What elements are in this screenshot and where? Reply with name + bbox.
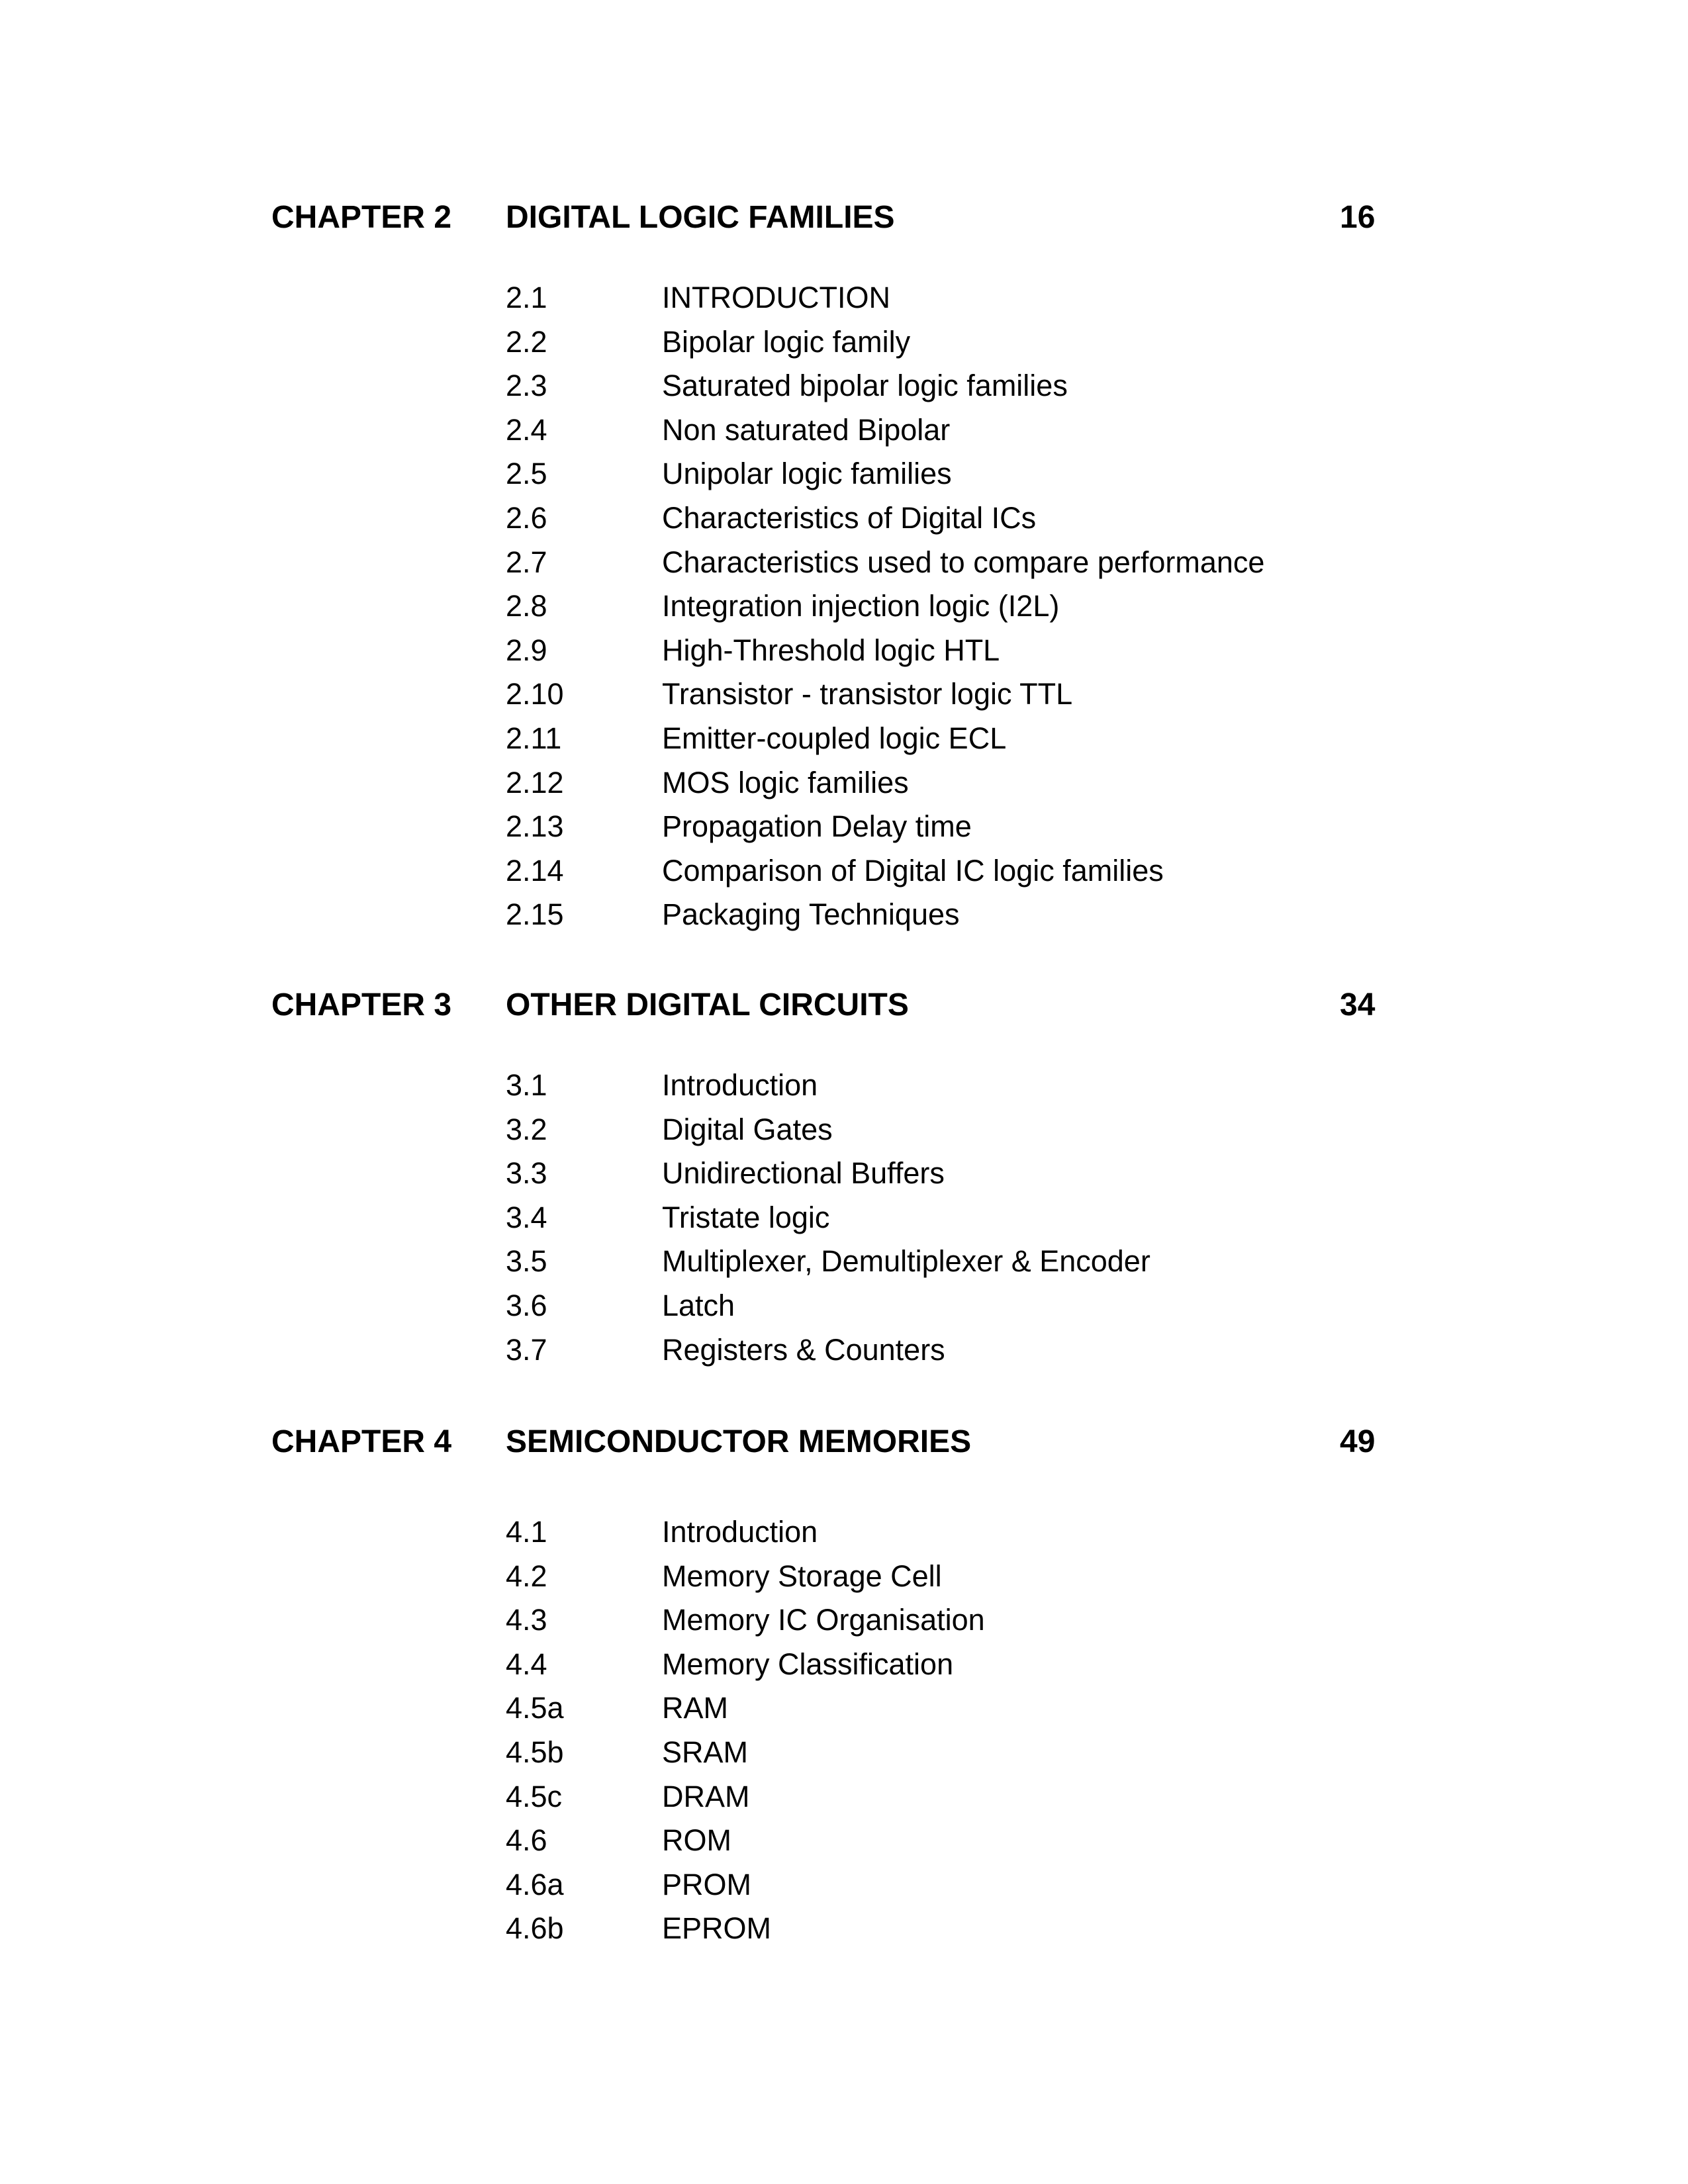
section-entry[interactable]: [0, 1240, 1688, 1284]
section-number: 2.9: [506, 633, 547, 667]
section-number: 4.3: [506, 1603, 547, 1637]
section-number: 3.6: [506, 1288, 547, 1322]
section-title: Characteristics of Digital ICs: [662, 500, 1037, 535]
section-entry[interactable]: [0, 1775, 1688, 1819]
section-number: 2.8: [506, 589, 547, 623]
section-entry[interactable]: [0, 452, 1688, 496]
section-entry[interactable]: [0, 1819, 1688, 1863]
section-number: 4.1: [506, 1515, 547, 1549]
section-entry[interactable]: [0, 893, 1688, 937]
section-entry[interactable]: [0, 1555, 1688, 1599]
section-title: INTRODUCTION: [662, 281, 890, 314]
section-entry[interactable]: [0, 1643, 1688, 1687]
section-title: Multiplexer, Demultiplexer & Encoder: [662, 1244, 1150, 1279]
chapter-4-section-list: [0, 1510, 1688, 1951]
section-title: Transistor - transistor logic TTL: [662, 677, 1073, 711]
section-title: Digital Gates: [662, 1112, 833, 1146]
section-entry[interactable]: [0, 1863, 1688, 1907]
section-entry[interactable]: [0, 1598, 1688, 1643]
section-entry[interactable]: [0, 1510, 1688, 1555]
section-entry[interactable]: [0, 1686, 1688, 1731]
section-number: 3.7: [506, 1332, 547, 1367]
section-title: Comparison of Digital IC logic families: [662, 853, 1164, 887]
chapter-heading[interactable]: [0, 1420, 1688, 1464]
section-title: SRAM: [662, 1735, 749, 1769]
section-title: Non saturated Bipolar: [662, 412, 951, 447]
section-entry[interactable]: [0, 1907, 1688, 1951]
section-title: ROM: [662, 1823, 731, 1858]
section-title: DRAM: [662, 1779, 750, 1813]
chapter-3-block: [0, 983, 1688, 1027]
section-number: 2.5: [506, 457, 547, 491]
section-number: 4.5c: [506, 1779, 563, 1813]
section-title: Bipolar logic family: [662, 324, 911, 359]
section-number: 2.1: [506, 281, 547, 314]
chapter-label: CHAPTER 3: [271, 987, 452, 1023]
chapter-2-block: [0, 196, 1688, 240]
section-title: Emitter-coupled logic ECL: [662, 721, 1007, 755]
chapter-title: SEMICONDUCTOR MEMORIES: [506, 1424, 972, 1459]
section-entry[interactable]: [0, 629, 1688, 673]
section-entry[interactable]: [0, 1196, 1688, 1240]
section-entry[interactable]: [0, 1064, 1688, 1108]
chapter-title: OTHER DIGITAL CIRCUITS: [506, 987, 909, 1023]
chapter-2-section-list: [0, 276, 1688, 937]
section-title: Latch: [662, 1288, 735, 1322]
section-title: High-Threshold logic HTL: [662, 633, 1000, 667]
section-number: 2.6: [506, 500, 547, 535]
section-number: 3.3: [506, 1156, 547, 1191]
section-title: Introduction: [662, 1515, 818, 1549]
chapter-label: CHAPTER 2: [271, 200, 452, 235]
section-title: Integration injection logic (I2L): [662, 589, 1060, 623]
section-title: Propagation Delay time: [662, 809, 972, 844]
section-number: 4.4: [506, 1647, 547, 1681]
section-title: Saturated bipolar logic families: [662, 369, 1068, 403]
section-title: RAM: [662, 1691, 728, 1725]
section-number: 2.13: [506, 809, 564, 844]
section-entry[interactable]: [0, 1328, 1688, 1373]
section-number: 4.6: [506, 1823, 547, 1858]
section-title: Unipolar logic families: [662, 457, 952, 491]
chapter-heading[interactable]: [0, 196, 1688, 240]
section-title: Memory Storage Cell: [662, 1559, 942, 1593]
section-number: 4.5a: [506, 1691, 564, 1725]
section-title: MOS logic families: [662, 765, 909, 799]
section-number: 3.2: [506, 1112, 547, 1146]
section-entry[interactable]: [0, 672, 1688, 717]
section-title: Characteristics used to compare performance: [662, 545, 1265, 579]
section-entry[interactable]: [0, 805, 1688, 849]
section-number: 2.12: [506, 765, 564, 799]
section-number: 4.2: [506, 1559, 547, 1593]
section-entry[interactable]: [0, 541, 1688, 585]
section-entry[interactable]: [0, 761, 1688, 805]
section-number: 4.6b: [506, 1911, 564, 1946]
section-title: PROM: [662, 1867, 751, 1901]
chapter-page-number: 34: [1340, 987, 1376, 1023]
section-entry[interactable]: [0, 364, 1688, 408]
section-number: 2.14: [506, 853, 564, 887]
section-number: 2.10: [506, 677, 564, 711]
section-number: 2.11: [506, 721, 562, 755]
chapter-page-number: 16: [1340, 200, 1376, 235]
section-entry[interactable]: [0, 1284, 1688, 1328]
section-entry[interactable]: [0, 1108, 1688, 1152]
section-title: Introduction: [662, 1068, 818, 1102]
section-title: Registers & Counters: [662, 1332, 945, 1367]
section-number: 3.4: [506, 1200, 547, 1234]
chapter-title: DIGITAL LOGIC FAMILIES: [506, 200, 895, 235]
section-title: Memory IC Organisation: [662, 1603, 985, 1637]
section-title: Unidirectional Buffers: [662, 1156, 945, 1191]
chapter-heading[interactable]: [0, 983, 1688, 1027]
section-number: 2.4: [506, 412, 547, 447]
section-number: 2.15: [506, 897, 564, 932]
section-number: 4.5b: [506, 1735, 564, 1769]
section-number: 3.5: [506, 1244, 547, 1279]
section-entry[interactable]: [0, 496, 1688, 541]
section-entry[interactable]: [0, 276, 1688, 320]
section-title: Memory Classification: [662, 1647, 954, 1681]
section-entry[interactable]: [0, 1152, 1688, 1196]
section-entry[interactable]: [0, 408, 1688, 453]
section-entry[interactable]: [0, 320, 1688, 365]
section-entry[interactable]: [0, 849, 1688, 893]
section-title: Packaging Techniques: [662, 897, 960, 932]
section-title: Tristate logic: [662, 1200, 830, 1234]
section-number: 3.1: [506, 1068, 547, 1102]
section-entry[interactable]: [0, 717, 1688, 761]
section-entry[interactable]: [0, 584, 1688, 629]
section-entry[interactable]: [0, 1731, 1688, 1775]
chapter-label: CHAPTER 4: [271, 1424, 452, 1459]
chapter-page-number: 49: [1340, 1424, 1376, 1459]
section-number: 2.2: [506, 324, 547, 359]
chapter-4-block: [0, 1420, 1688, 1464]
section-title: EPROM: [662, 1911, 772, 1946]
section-number: 2.3: [506, 369, 547, 403]
section-number: 4.6a: [506, 1867, 564, 1901]
section-number: 2.7: [506, 545, 547, 579]
chapter-3-section-list: [0, 1064, 1688, 1372]
